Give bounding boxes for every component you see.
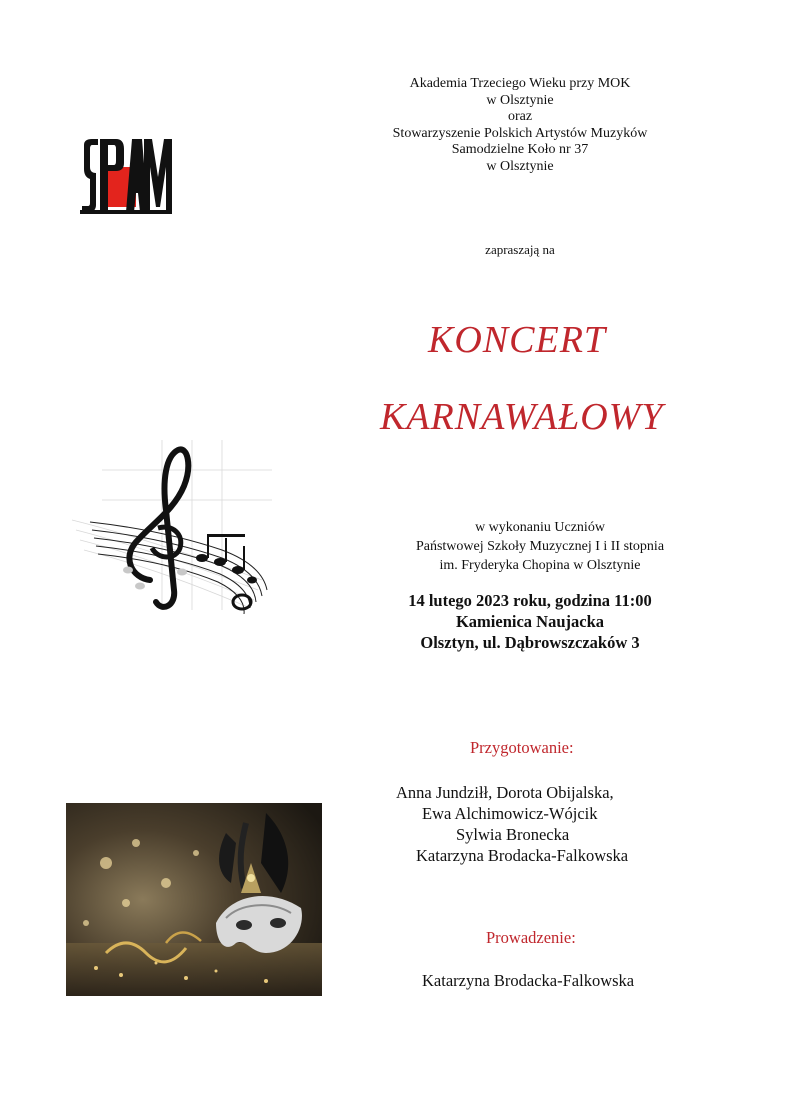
invite-text: zapraszają na bbox=[485, 242, 555, 257]
spam-logo bbox=[80, 137, 172, 214]
organizer-line: w Olsztynie bbox=[486, 158, 554, 174]
performers-line: Państwowej Szkoły Muzycznej I i II stopnia bbox=[415, 539, 665, 554]
host-name: Katarzyna Brodacka-Falkowska bbox=[422, 971, 635, 990]
preparation-name: Anna Jundziłł, Dorota Obijalska, bbox=[396, 783, 614, 802]
event-datetime: 14 lutego 2023 roku, godzina 11:00 bbox=[408, 591, 652, 610]
event-venue: Kamienica Naujacka bbox=[455, 612, 605, 631]
host-label: Prowadzenie: bbox=[486, 928, 576, 947]
organizer-line: Stowarzyszenie Polskich Artystów Muzyków bbox=[392, 125, 648, 141]
treble-clef-notes-illustration bbox=[62, 430, 284, 622]
preparation-name: Sylwia Bronecka bbox=[456, 825, 570, 844]
organizers-block bbox=[330, 76, 710, 175]
performers-block bbox=[340, 518, 740, 575]
title-line-2: KARNAWAŁOWY bbox=[380, 396, 664, 438]
performers-line: im. Fryderyka Chopina w Olsztynie bbox=[439, 558, 641, 573]
preparation-label: Przygotowanie: bbox=[470, 738, 574, 757]
organizer-line: oraz bbox=[507, 109, 533, 124]
title-line-1: KONCERT bbox=[428, 319, 607, 361]
event-details bbox=[340, 590, 720, 653]
event-address: Olsztyn, ul. Dąbrowszczaków 3 bbox=[420, 633, 640, 652]
organizer-line: Akademia Trzeciego Wieku przy MOK bbox=[409, 76, 631, 91]
organizer-line: Samodzielne Koło nr 37 bbox=[451, 142, 589, 157]
carnival-mask-photo bbox=[66, 803, 322, 996]
preparation-name: Ewa Alchimowicz-Wójcik bbox=[422, 804, 598, 823]
performers-line: w wykonaniu Uczniów bbox=[475, 520, 605, 535]
organizer-line: w Olsztynie bbox=[486, 92, 554, 108]
preparation-name: Katarzyna Brodacka-Falkowska bbox=[416, 846, 629, 865]
